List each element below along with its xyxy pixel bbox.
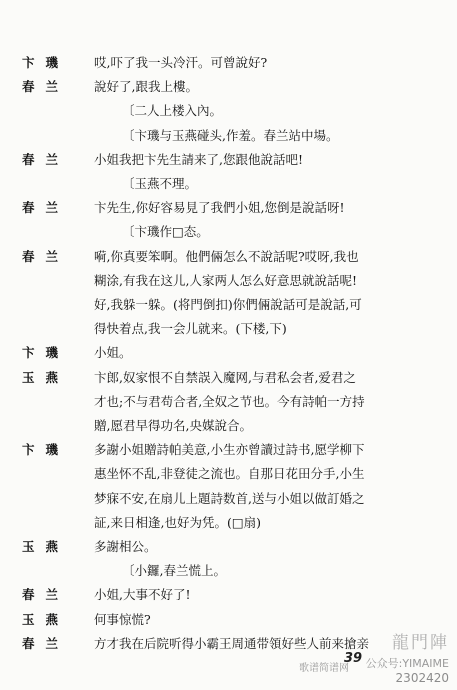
- dialogue-text: 卞先生,你好容易見了我們小姐,您倒是說話呀!: [94, 200, 345, 216]
- watermark: [299, 628, 449, 685]
- dialogue-line: [0, 52, 457, 74]
- dialogue-line: [0, 76, 457, 98]
- stage-direction-line: [0, 221, 457, 243]
- stage-direction-line: [0, 125, 457, 147]
- dialogue-line: [0, 342, 457, 364]
- dialogue-text: 贈,愿君早得功名,央媒說合。: [94, 418, 252, 433]
- watermark-account: 公众号:YIMAIME: [365, 657, 449, 670]
- speaker-name: 玉燕: [22, 539, 70, 554]
- stage-direction-line: [0, 560, 457, 582]
- dialogue-line: [0, 149, 457, 171]
- stage-direction: 〔卞璣与玉燕碰头,作羞。春兰站中場。: [122, 127, 339, 143]
- dialogue-line: [0, 197, 457, 219]
- dialogue-text: 卞郎,奴家恨不自禁誤入魔网,与君私会者,爱君之: [94, 369, 356, 385]
- dialogue-text: 小姐。: [94, 345, 132, 361]
- speaker-name: 春兰: [22, 200, 70, 216]
- dialogue-line: [0, 391, 457, 413]
- dialogue-line: [0, 246, 457, 268]
- dialogue-text: 多謝小姐贈詩帕美意,小生亦曾讀过詩书,愿学柳下: [94, 442, 365, 458]
- dialogue-line: [0, 536, 457, 558]
- dialogue-line: [0, 584, 457, 606]
- dialogue-text: 得快着点,我一会儿就来。(下楼,下): [94, 321, 287, 337]
- dialogue-text: 惠坐怀不乱,非登徒之流也。自那日花田分手,小生: [94, 466, 365, 482]
- stage-direction: 〔卞璣作□态。: [122, 224, 209, 240]
- dialogue-text: 小姐我把卞先生請来了,您跟他說話吧!: [94, 151, 303, 167]
- dialogue-text: 方才我在后院听得小霸王周通带領好些人前来搶亲: [94, 635, 370, 651]
- dialogue-line: [0, 415, 457, 437]
- speaker-name: 春兰: [22, 151, 70, 167]
- dialogue-text: 糊涂,有我在这儿,人家两人怎么好意思就說話呢!: [94, 272, 357, 288]
- dialogue-text: 嗬,你真要笨啊。他們倆怎么不說話呢?哎呀,我也: [94, 248, 359, 264]
- speaker-name: 春兰: [22, 79, 70, 95]
- speaker-name: 玉燕: [22, 369, 70, 385]
- dialogue-line: [0, 488, 457, 510]
- stage-direction: 〔玉燕不理。: [122, 176, 198, 191]
- dialogue-line: [0, 463, 457, 485]
- dialogue-text: 哎,吓了我一头冷汗。可曾說好?: [94, 55, 268, 70]
- dialogue-line: [0, 294, 457, 316]
- dialogue-text: 証,来日相逢,也好为凭。(□扇): [94, 514, 262, 530]
- dialogue-text: 說好了,跟我上樓。: [94, 79, 198, 95]
- stage-direction-line: [0, 173, 457, 195]
- watermark-code: 2302420: [395, 671, 449, 685]
- watermark-logo: 龍門陣: [392, 633, 449, 653]
- speaker-name: 春兰: [22, 635, 70, 651]
- dialogue-text: 好,我躲一躲。(将門倒扣)你們倆說話可是說話,可: [94, 297, 362, 312]
- speaker-name: 卞璣: [22, 442, 70, 458]
- dialogue-text: 梦寐不安,在扇儿上題詩数首,送与小姐以做訂婚之: [94, 490, 365, 506]
- watermark-site: 歌谱简谱网: [299, 663, 349, 674]
- dialogue-line: [0, 318, 457, 340]
- stage-direction: 〔小鑼,春兰慌上。: [122, 563, 226, 579]
- dialogue-text: 才也;不与君苟合者,全奴之节也。今有詩帕一方持: [94, 393, 365, 409]
- speaker-name: 春兰: [22, 248, 70, 264]
- speaker-name: 春兰: [22, 587, 70, 603]
- dialogue-text: 小姐,大事不好了!: [94, 587, 191, 603]
- dialogue-line: [0, 439, 457, 461]
- speaker-name: 玉燕: [22, 611, 70, 627]
- stage-direction-line: [0, 100, 457, 122]
- dialogue-line: [0, 270, 457, 292]
- speaker-name: 卞璣: [22, 345, 70, 361]
- speaker-name: 卞璣: [22, 55, 70, 70]
- dialogue-text: 多謝相公。: [94, 539, 157, 554]
- dialogue-line: [0, 367, 457, 389]
- page-number: 39: [344, 651, 363, 666]
- dialogue-line: [0, 512, 457, 534]
- stage-direction: 〔二人上楼入內。: [122, 103, 223, 119]
- dialogue-text: 何事惊慌?: [94, 611, 151, 627]
